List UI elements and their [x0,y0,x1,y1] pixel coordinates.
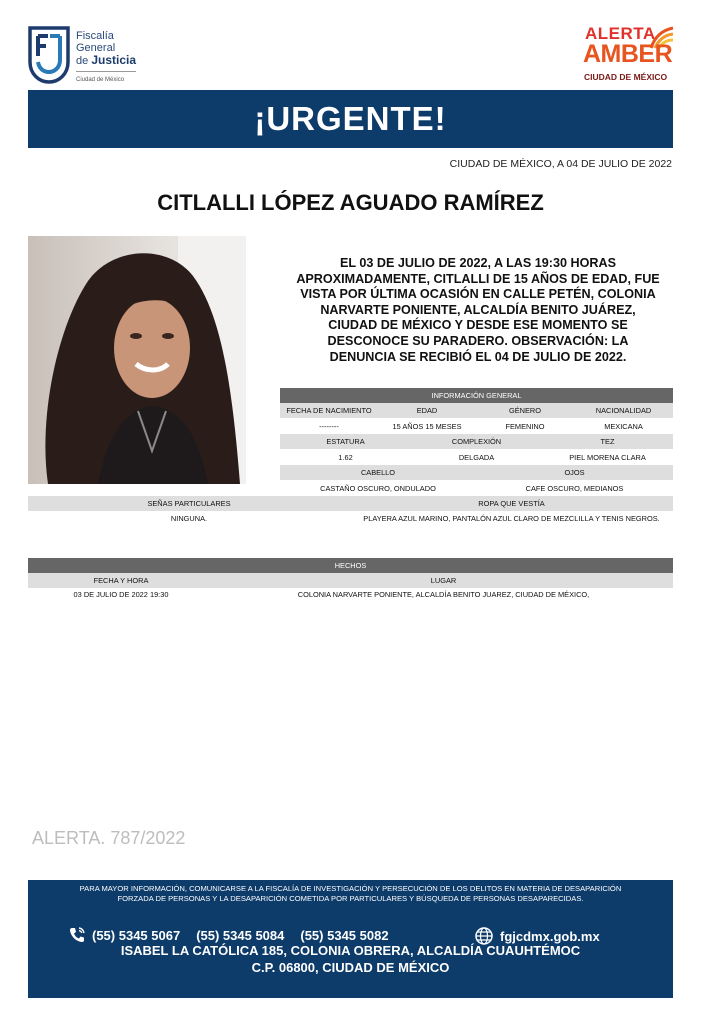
amber-amber-text: AMBER [583,40,673,68]
case-description: EL 03 DE JULIO DE 2022, A LAS 19:30 HORAS APROXIMADAMENTE, CITLALLI DE 15 AÑOS DE EDAD, FUE VISTA POR ÚLTIMA OCASIÓN EN CALLE PETÉN, COLONIA NARVARTE PONIENTE, ALCALDÍA BENITO JUÁREZ, CIUDAD DE MÉXICO Y DESDE ESE MOMENTO SE DESCONOCE SU PARADERO. OBSERVACIÓN: LA DENUNCIA SE RECIBIÓ EL 04 DE JULIO DE 2022. [296,256,660,364]
fgj-wordmark: Fiscalía General de Justicia Ciudad de México [76,30,136,86]
urgent-title: ¡URGENTE! [254,100,447,137]
alert-number: ALERTA. 787/2022 [32,828,186,848]
value-eyes: CAFE OSCURO, MEDIANOS [525,483,624,493]
header-hair: CABELLO [280,465,476,480]
hechos-title: HECHOS [28,558,673,573]
amber-alerta-text: ALERTA [585,24,656,43]
footer-info: PARA MAYOR INFORMACIÓN, COMUNICARSE A LA FISCALÍA DE INVESTIGACIÓN Y PERSECUCIÓN DE LOS DELITOS EN MATERIA DE DESAPARICIÓN FORZADA DE PERSONAS Y LA DESAPARICIÓN COMETIDA POR PARTICULARES Y BÚSQUEDA DE PERSONAS DESAPARECIDAS. [79,884,622,903]
header-birthdate: FECHA DE NACIMIENTO [280,403,378,418]
value-distinguishing-marks: NINGUNA. [170,513,208,523]
value-place: COLONIA NARVARTE PONIENTE, ALCALDÍA BENITO JUAREZ, CIUDAD DE MÉXICO, [297,590,590,599]
hechos-headers [28,573,673,588]
value-date-time: 03 DE JULIO DE 2022 19:30 [73,590,169,599]
info-row2-values [280,449,673,465]
hechos-title-row [28,558,673,573]
amber-cdmx-text: CIUDAD DE MÉXICO [584,72,668,82]
phone-number-1[interactable]: (55) 5345 5067 [92,927,181,943]
value-height: 1.62 [338,452,353,462]
contact-footer [28,880,673,998]
value-birthdate: -------- [319,421,339,431]
header-complexion: TEZ [542,434,673,449]
value-build: DELGADA [458,452,495,462]
value-clothing: PLAYERA AZUL MARINO, PANTALÓN AZUL CLARO DE MEZCLILLA Y TENIS NEGROS. [363,513,660,523]
value-hair: CASTAÑO OSCURO, ONDULADO [320,483,436,493]
urgent-banner [28,90,673,148]
header-clothing: ROPA QUE VESTÍA [350,496,673,511]
phone-number-2[interactable]: (55) 5345 5084 [196,927,285,943]
hechos-values [28,588,673,601]
info-row4-headers [28,496,673,511]
header-date-time: FECHA Y HORA [28,573,214,588]
missing-person-name: CITLALLI LÓPEZ AGUADO RAMÍREZ [157,190,544,215]
info-row4-values [28,511,673,525]
info-row3-values [280,480,673,496]
info-row1-values [280,418,673,434]
alerta-amber-logo [581,22,675,88]
header-eyes: OJOS [476,465,673,480]
header-build: COMPLEXIÓN [411,434,542,449]
header-distinguishing-marks: SEÑAS PARTICULARES [28,496,350,511]
info-general-title: INFORMACIÓN GENERAL [280,388,673,403]
info-row2-headers [280,434,673,449]
value-age: 15 AÑOS 15 MESES [392,421,462,431]
header-nationality: NACIONALIDAD [574,403,673,418]
header-height: ESTATURA [280,434,411,449]
issue-date: CIUDAD DE MÉXICO, A 04 DE JULIO DE 2022 [449,158,672,170]
value-gender: FEMENINO [505,421,545,431]
info-general-title-row [280,388,673,403]
header-place: LUGAR [214,573,673,588]
value-nationality: MEXICANA [604,421,643,431]
info-row3-headers [280,465,673,480]
website-link[interactable]: fgjcdmx.gob.mx [500,928,600,944]
footer-address: ISABEL LA CATÓLICA 185, COLONIA OBRERA, ALCALDÍA CUAUHTÉMOC C.P. 06800, CIUDAD DE MÉXICO [120,943,581,975]
fgj-emblem-icon [28,26,70,84]
header-age: EDAD [378,403,476,418]
fgj-logo [28,26,148,86]
portrait-illustration [28,236,246,484]
missing-person-photo [28,236,246,484]
header-gender: GÉNERO [476,403,574,418]
phone-number-3[interactable]: (55) 5345 5082 [300,927,389,943]
value-complexion: PIEL MORENA CLARA [569,452,646,462]
info-row1-headers [280,403,673,418]
